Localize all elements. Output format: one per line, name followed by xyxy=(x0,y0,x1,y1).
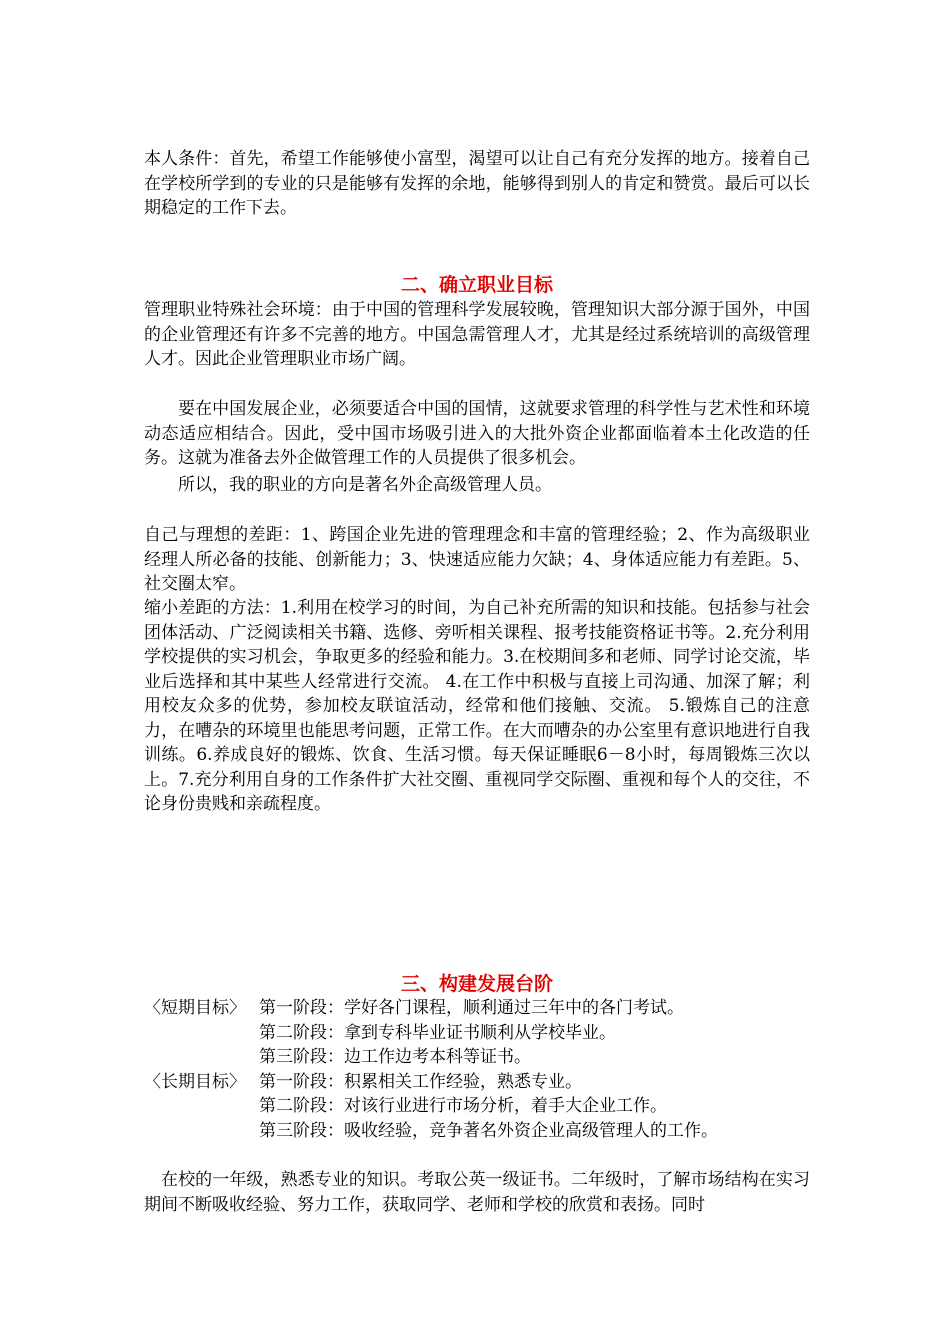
goal-stage: 第一阶段：学好各门课程，顺利通过三年中的各门考试。 xyxy=(259,998,684,1018)
closing-paragraph: 在校的一年级，熟悉专业的知识。考取公英一级证书。二年级时，了解市场结构在实习期间不断吸收经验、努力工作，获取同学、老师和学校的欣赏和表扬。同时 xyxy=(144,1170,810,1215)
goal-category xyxy=(144,1094,259,1119)
goal-category xyxy=(144,1021,259,1046)
context-paragraph: 要在中国发展企业，必须要适合中国的国情，这就要求管理的科学性与艺术性和环境动态适应相结合。因此，受中国市场吸引进入的大批外资企业都面临着本土化改造的任务。这就为准备去外企做管理工作的人员提供了很多机会。 xyxy=(144,399,810,468)
goals-list xyxy=(144,996,810,1143)
goal-category: 〈短期目标〉 xyxy=(144,998,246,1018)
section-heading-career-goal: 二、确立职业目标 xyxy=(400,274,553,296)
goal-row xyxy=(144,1021,810,1046)
goal-stage: 第二阶段：拿到专科毕业证书顺利从学校毕业。 xyxy=(259,1022,616,1043)
goal-stage: 第一阶段：积累相关工作经验，熟悉专业。 xyxy=(259,1071,582,1092)
goal-row xyxy=(144,1094,810,1119)
goal-row xyxy=(144,996,810,1021)
goal-category xyxy=(144,1119,259,1144)
section-heading-development-steps: 三、构建发展台阶 xyxy=(400,973,553,995)
goal-row xyxy=(144,1045,810,1070)
goal-stage: 第三阶段：边工作边考本科等证书。 xyxy=(259,1047,531,1067)
goal-category: 〈长期目标〉 xyxy=(144,1071,246,1092)
gap-paragraph: 自己与理想的差距：1、跨国企业先进的管理理念和丰富的管理经验；2、作为高级职业经理人所必备的技能、创新能力；3、快速适应能力欠缺；4、身体适应能力有差距。5、社交圈太窄。 xyxy=(144,525,810,594)
direction-paragraph: 所以，我的职业的方向是著名外企高级管理人员。 xyxy=(178,475,552,495)
goal-row xyxy=(144,1070,810,1095)
goal-row xyxy=(144,1119,810,1144)
goal-stage: 第三阶段：吸收经验，竞争著名外资企业高级管理人的工作。 xyxy=(259,1120,718,1141)
methods-paragraph: 缩小差距的方法：1.利用在校学习的时间，为自己补充所需的知识和技能。包括参与社会团体活动、广泛阅读相关书籍、选修、旁听相关课程、报考技能资格证书等。2.充分利用学校提供的实习机会，争取更多的经验和能力。3.在校期间多和老师、同学讨论交流，毕业后选择和其中某些人经常进行交流。 4.在工作中积极与直接上司沟通、加深了解；利用校友众多的优势，参加校友联谊活动，经常和他们接触、交流。 5.锻炼自己的注意力，在嘈杂的环境里也能思考问题，正常工作。在大而嘈杂的办公室里有意识地进行自我训练。6.养成良好的锻炼、饮食、生活习惯。每天保证睡眠6－8小时，每周锻炼三次以上。7.充分利用自身的工作条件扩大社交圈、重视同学交际圈、重视和每个人的交往，不论身份贵贱和亲疏程度。 xyxy=(144,598,810,814)
goal-category xyxy=(144,1045,259,1070)
environment-paragraph: 管理职业特殊社会环境：由于中国的管理科学发展较晚，管理知识大部分源于国外，中国的企业管理还有许多不完善的地方。中国急需管理人才，尤其是经过系统培训的高级管理人才。因此企业管理职业市场广阔。 xyxy=(144,300,810,369)
intro-paragraph: 本人条件：首先，希望工作能够使小富型，渴望可以让自己有充分发挥的地方。接着自己在学校所学到的专业的只是能够有发挥的余地，能够得到别人的肯定和赞赏。最后可以长期稳定的工作下去。 xyxy=(144,149,810,218)
goal-stage: 第二阶段：对该行业进行市场分析，着手大企业工作。 xyxy=(259,1096,667,1116)
